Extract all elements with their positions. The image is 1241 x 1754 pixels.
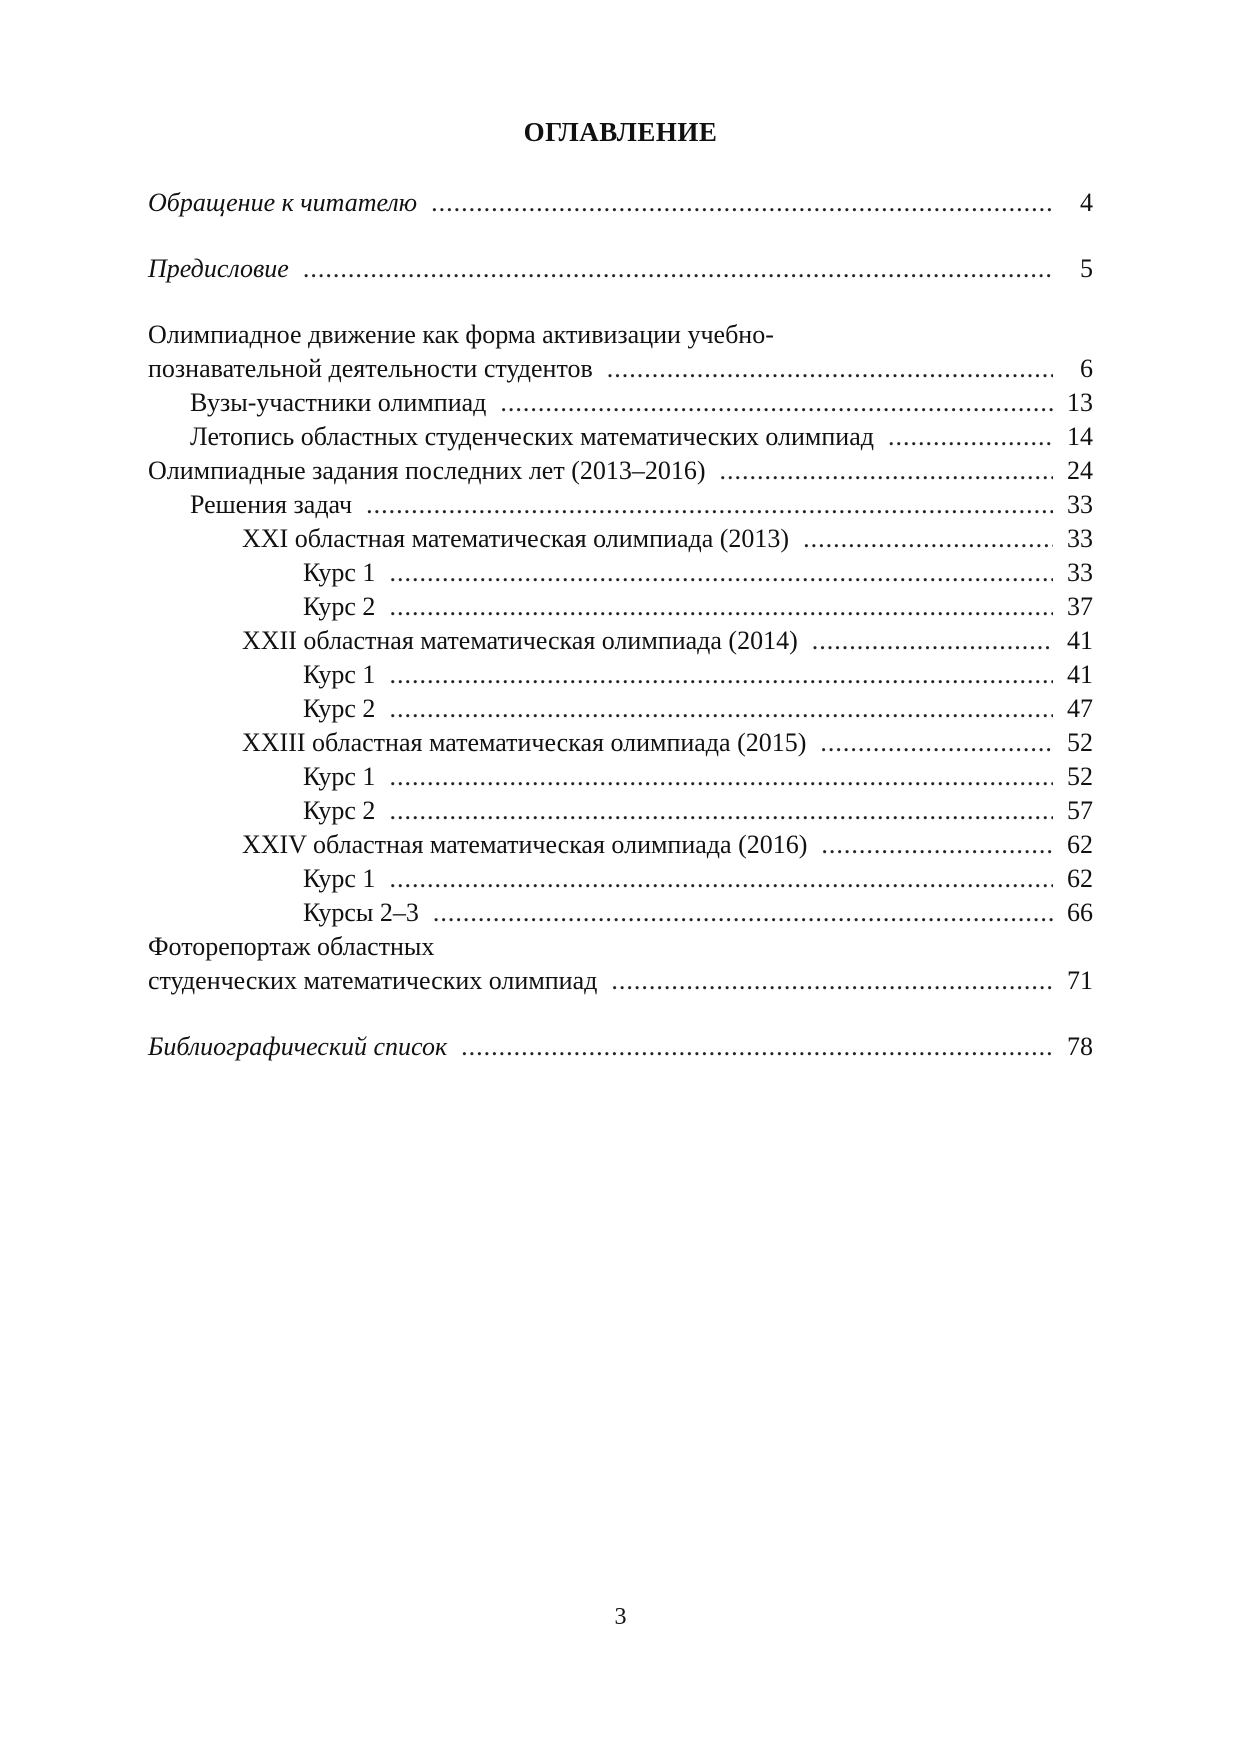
toc-page-number: 13 [1067, 388, 1093, 417]
dot-leader [500, 386, 1053, 420]
dot-leader [389, 692, 1053, 726]
toc-entry-label: студенческих математических олимпиад [148, 966, 598, 995]
toc-entry-label: познавательной деятельности студентов [148, 354, 593, 383]
toc-page-number: 78 [1067, 1032, 1093, 1061]
toc-entry-participating-universities[interactable] [148, 386, 1093, 420]
toc-entry-olympiad-movement-line1[interactable] [148, 318, 1093, 352]
toc-entry-olympiad-xxiv[interactable] [148, 828, 1093, 862]
toc-entry-bibliography[interactable] [148, 1030, 1093, 1064]
toc-entry-label: Обращение к читателю [148, 188, 418, 217]
toc-entry-label: Курс 2 [303, 796, 376, 825]
toc-entry-label: Курс 2 [303, 694, 376, 723]
toc-entry-olympiad-xxii[interactable] [148, 624, 1093, 658]
toc-page-number: 33 [1067, 558, 1093, 587]
toc-page-number: 33 [1067, 490, 1093, 519]
toc-entry-course[interactable] [148, 692, 1093, 726]
dot-leader [303, 252, 1053, 286]
toc-page-number: 62 [1067, 830, 1093, 859]
toc-entry-olympiad-tasks[interactable] [148, 454, 1093, 488]
dot-leader [607, 352, 1053, 386]
toc-entry-course[interactable] [148, 760, 1093, 794]
toc-page-number: 57 [1067, 796, 1093, 825]
toc-entry-label: Решения задач [190, 490, 353, 519]
toc-entry-label: Вузы-участники олимпиад [190, 388, 487, 417]
toc-entry-label: XXIV областная математическая олимпиада (2016) [242, 830, 808, 859]
toc-entry-course[interactable] [148, 556, 1093, 590]
toc-entry-courses[interactable] [148, 896, 1093, 930]
table-of-contents [148, 186, 1093, 1064]
toc-entry-label: XXII областная математическая олимпиада (2014) [242, 626, 798, 655]
toc-page-number: 37 [1067, 592, 1093, 621]
toc-entry-label: Олимпиадное движение как форма активизации учебно- [148, 320, 774, 349]
toc-entry-course[interactable] [148, 590, 1093, 624]
toc-entry-olympiad-xxiii[interactable] [148, 726, 1093, 760]
page-title: ОГЛАВЛЕНИЕ [523, 117, 718, 147]
dot-leader [820, 726, 1053, 760]
toc-entry-label: Курс 1 [303, 762, 376, 791]
dot-leader [366, 488, 1053, 522]
dot-leader [389, 760, 1053, 794]
toc-entry-label: Предисловие [148, 254, 289, 283]
toc-page-number: 71 [1067, 966, 1093, 995]
toc-page-number: 6 [1080, 354, 1093, 383]
toc-entry-course[interactable] [148, 794, 1093, 828]
toc-entry-photo-report[interactable] [148, 964, 1093, 998]
dot-leader [389, 794, 1053, 828]
toc-page-number: 4 [1080, 188, 1093, 217]
dot-leader [720, 454, 1053, 488]
dot-leader [431, 186, 1053, 220]
dot-leader [433, 896, 1053, 930]
dot-leader [803, 522, 1053, 556]
toc-entry-label: Фоторепортаж областных [148, 932, 435, 961]
dot-leader [888, 420, 1053, 454]
toc-entry-label: Летопись областных студенческих математических олимпиад [190, 422, 874, 451]
toc-page-number: 66 [1067, 898, 1093, 927]
toc-page-number: 52 [1067, 728, 1093, 757]
dot-leader [812, 624, 1053, 658]
toc-entry-olympiad-xxi[interactable] [148, 522, 1093, 556]
toc-page-number: 14 [1067, 422, 1093, 451]
dot-leader [389, 590, 1053, 624]
toc-entry-chronicle[interactable] [148, 420, 1093, 454]
toc-entry-label: XXIII областная математическая олимпиада (2015) [242, 728, 807, 757]
toc-entry-label: Курсы 2–3 [303, 898, 419, 927]
toc-entry-label: XXI областная математическая олимпиада (2013) [242, 524, 790, 553]
page-number: 3 [614, 1604, 627, 1630]
toc-entry-label: Курс 1 [303, 660, 376, 689]
dot-leader [611, 964, 1053, 998]
toc-page-number: 33 [1067, 524, 1093, 553]
toc-entry-label: Курс 1 [303, 558, 376, 587]
toc-page-number: 5 [1080, 254, 1093, 283]
toc-entry-label: Олимпиадные задания последних лет (2013–2016) [148, 456, 706, 485]
toc-page-number: 24 [1067, 456, 1093, 485]
toc-page-number: 41 [1067, 626, 1093, 655]
toc-entry-course[interactable] [148, 862, 1093, 896]
dot-leader [461, 1030, 1053, 1064]
toc-entry-reader-address[interactable] [148, 186, 1093, 220]
toc-page-number: 52 [1067, 762, 1093, 791]
dot-leader [821, 828, 1053, 862]
toc-entry-label: Курс 2 [303, 592, 376, 621]
dot-leader [389, 862, 1053, 896]
toc-entry-photo-report-line1[interactable] [148, 930, 1093, 964]
toc-entry-solutions[interactable] [148, 488, 1093, 522]
toc-entry-preface[interactable] [148, 252, 1093, 286]
dot-leader [389, 556, 1053, 590]
dot-leader [389, 658, 1053, 692]
toc-entry-course[interactable] [148, 658, 1093, 692]
toc-entry-olympiad-movement[interactable] [148, 352, 1093, 386]
toc-entry-label: Курс 1 [303, 864, 376, 893]
toc-entry-label: Библиографический список [148, 1032, 448, 1061]
toc-page-number: 41 [1067, 660, 1093, 689]
toc-page-number: 62 [1067, 864, 1093, 893]
toc-page-number: 47 [1067, 694, 1093, 723]
